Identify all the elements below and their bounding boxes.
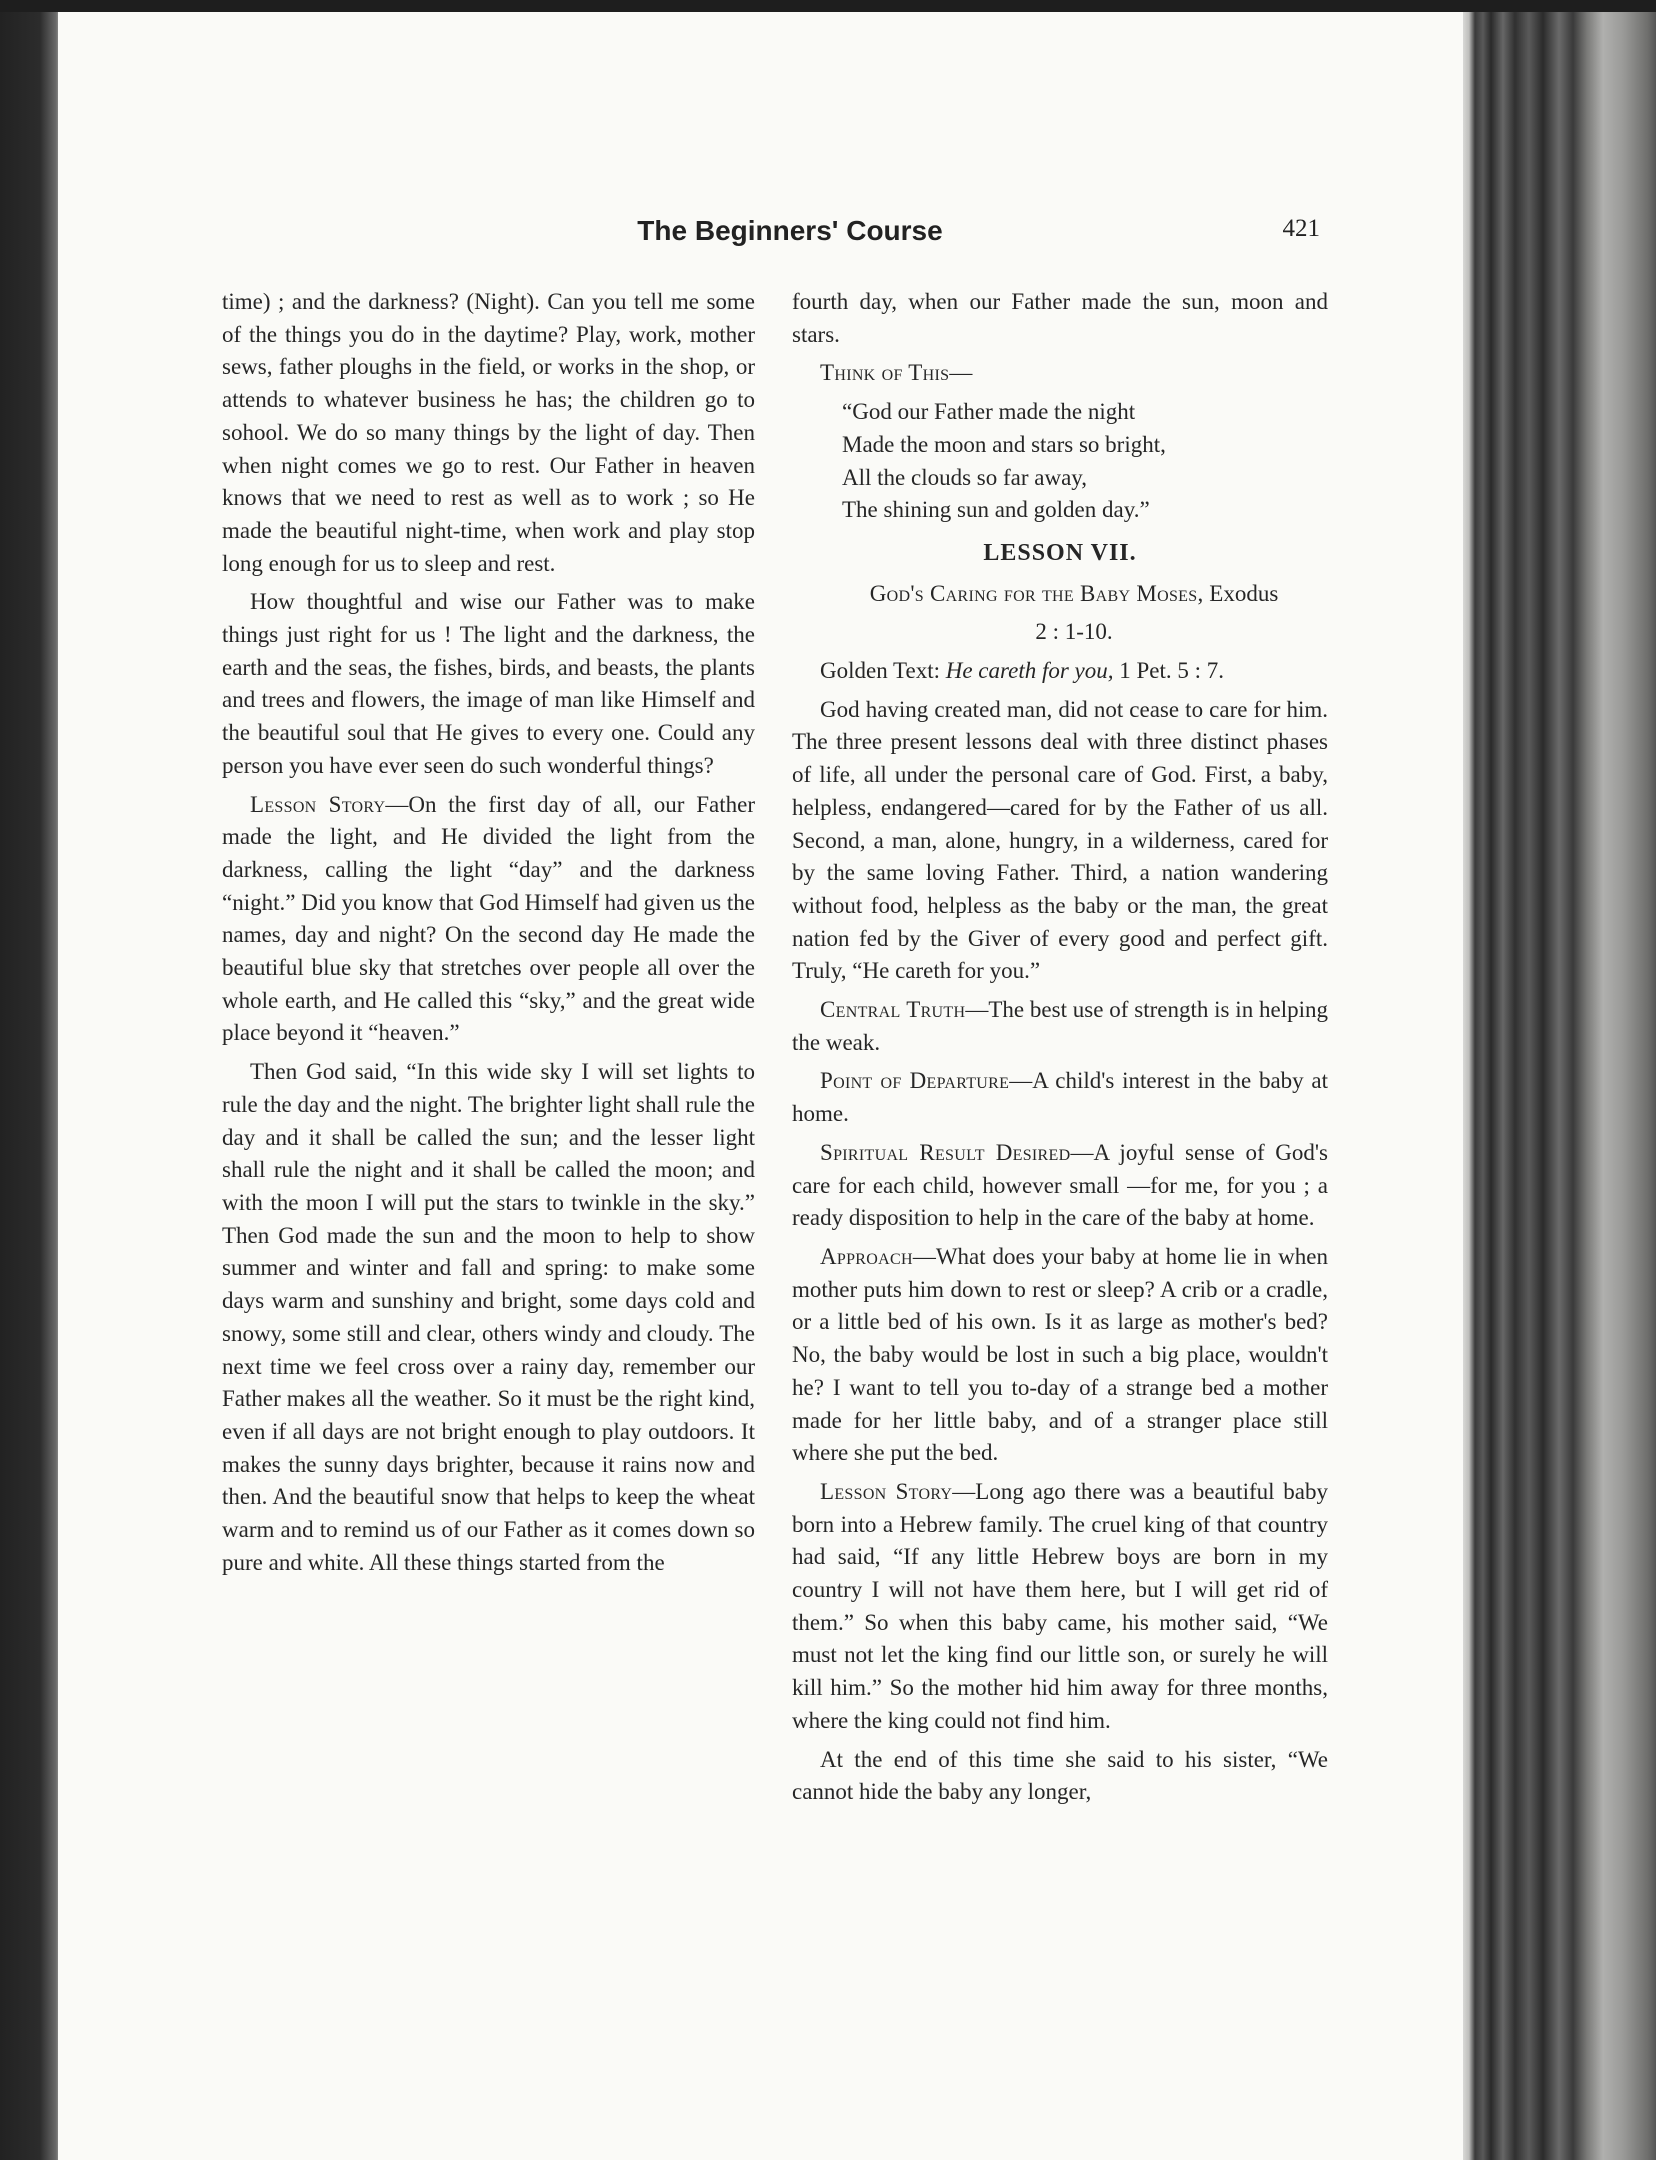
lesson-subtitle — [792, 578, 1328, 611]
poem-line: The shining sun and golden day.” — [842, 497, 1150, 523]
paragraph — [792, 1137, 1328, 1235]
golden-text-ref: 1 Pet. 5 : 7. — [1113, 658, 1225, 684]
running-header-title: The Beginners' Course — [637, 215, 943, 246]
book-fore-edge — [1463, 12, 1656, 2160]
paragraph — [792, 994, 1328, 1059]
section-label: Lesson Story — [250, 791, 386, 817]
lesson-subtitle-ref: Exodus — [1203, 580, 1279, 606]
paragraph-text: —A joyful sense of God's care for each child, however small —for me, for you ; a ready disposition to help in the care of the baby at home. — [792, 1139, 1328, 1231]
paragraph: How thoughtful and wise our Father was to make things just right for us ! The light and the darkness, the earth and the seas, the fishes, birds, and beasts, the plants and trees and flowers, the image of man like Himself and the beautiful soul that He gives to every one. Could any person you have ever seen do such wonderful things? — [222, 589, 755, 778]
section-label: Lesson Story — [820, 1478, 953, 1504]
poem-line: “God our Father made the night — [842, 399, 1136, 425]
paragraph-text: —The best use of strength is in helping the weak. — [792, 997, 1329, 1055]
lesson-subtitle-title: God's Caring for the Baby Moses, — [869, 580, 1204, 606]
paragraph-text: —On the first day of all, our Father made the light, and He divided the light from the darkness, calling the light “day” and the darkness “night.” Did you know that God Himself had given us the names, day and night? On the second day He made the beautiful blue sky that stretches over people all over the whole earth, and He called this “sky,” and the great wide place beyond it “heaven.” — [222, 791, 755, 1046]
poem-line: Made the moon and stars so bright, — [842, 431, 1166, 457]
golden-text-quote: He careth for you, — [945, 658, 1114, 684]
paragraph — [222, 789, 755, 1051]
paragraph — [792, 1065, 1328, 1130]
paragraph: time) ; and the darkness? (Night). Can you tell me some of the things you do in the daytime? Play, work, mother sews, father ploughs in the field, or works in the shop, or attends to whatever business he has; the children go to sohool. We do so many things by the light of day. Then when night comes we go to rest. Our Father in heaven knows that we need to rest as well as to work ; so He made the beautiful night-time, when work and play stop long enough for us to sleep and rest. — [222, 289, 755, 576]
lesson-subtitle-verses: 2 : 1-10. — [1035, 619, 1113, 645]
left-column — [222, 286, 755, 1585]
poem-line: All the clouds so far away, — [842, 464, 1088, 490]
section-label: Spiritual Result Desired — [820, 1139, 1071, 1165]
paragraph: fourth day, when our Father made the sun, moon and stars. — [792, 289, 1328, 347]
section-label: Approach — [820, 1243, 913, 1269]
section-label: Point of Departure — [820, 1068, 1010, 1094]
book-gutter — [0, 12, 64, 2160]
poem-heading — [792, 357, 1328, 390]
page-number: 421 — [1282, 215, 1320, 242]
right-column — [792, 286, 1328, 1815]
paragraph — [792, 1476, 1328, 1738]
dash: — — [949, 360, 973, 386]
paragraph: At the end of this time she said to his sister, “We cannot hide the baby any longer, — [792, 1746, 1328, 1805]
paragraph-text: —Long ago there was a beautiful baby born into a Hebrew family. The cruel king of that country had said, “If any little Hebrew boys are born in my country I will not have them here, but I will get rid of them.” So when this baby came, his mother said, “We must not let the king find our little son, or surely he will kill him.” So the mother hid him away for three months, where the king could not find him. — [792, 1478, 1328, 1733]
paragraph-text: —What does your baby at home lie in when mother puts him down to rest or sleep? A crib or a cradle, or a little bed of his own. Is it as large as mother's bed? No, the baby would be lost in such a big place, wouldn't he? I want to tell you to-day of a strange bed a mother made for her little baby, and of a stranger place still where she put the bed. — [792, 1243, 1328, 1466]
poem — [792, 396, 1328, 527]
paragraph: Then God said, “In this wide sky I will set lights to rule the day and the night. The brighter light shall rule the day and it shall be called the sun; and the lesser light shall rule the night and it shall be called the moon; and with the moon I will put the stars to twinkle in the sky.” Then God made the sun and the moon to help to show summer and winter and fall and spring: to make some days warm and sunshiny and bright, some days cold and snowy, some still and clear, others windy and cloudy. The next time we feel cross over a rainy day, remember our Father makes all the weather. So it must be the right kind, even if all days are not bright enough to play outdoors. It makes the sunny days brighter, because it rains now and then. And the beautiful snow that helps to keep the wheat warm and to remind us of our Father as it comes down so pure and white. All these things started from the — [222, 1059, 755, 1575]
paragraph: God having created man, did not cease to care for him. The three present lessons deal with three distinct phases of life, all under the personal care of God. First, a baby, helpless, endangered—cared for by the Father of us all. Second, a man, alone, hungry, in a wilderness, cared for by the same loving Father. Third, a nation wandering without food, helpless as the baby or the man, the great nation fed by the Giver of every good and perfect gift. Truly, “He careth for you.” — [792, 696, 1328, 984]
paragraph — [792, 1241, 1328, 1470]
paragraph-text: —A child's interest in the baby at home. — [792, 1068, 1328, 1127]
lesson-heading: LESSON VII. — [983, 539, 1137, 566]
section-label: Central Truth — [820, 997, 966, 1023]
golden-text — [792, 655, 1328, 688]
golden-text-label: Golden Text: — [820, 658, 946, 684]
section-label: Think of This — [820, 360, 950, 386]
